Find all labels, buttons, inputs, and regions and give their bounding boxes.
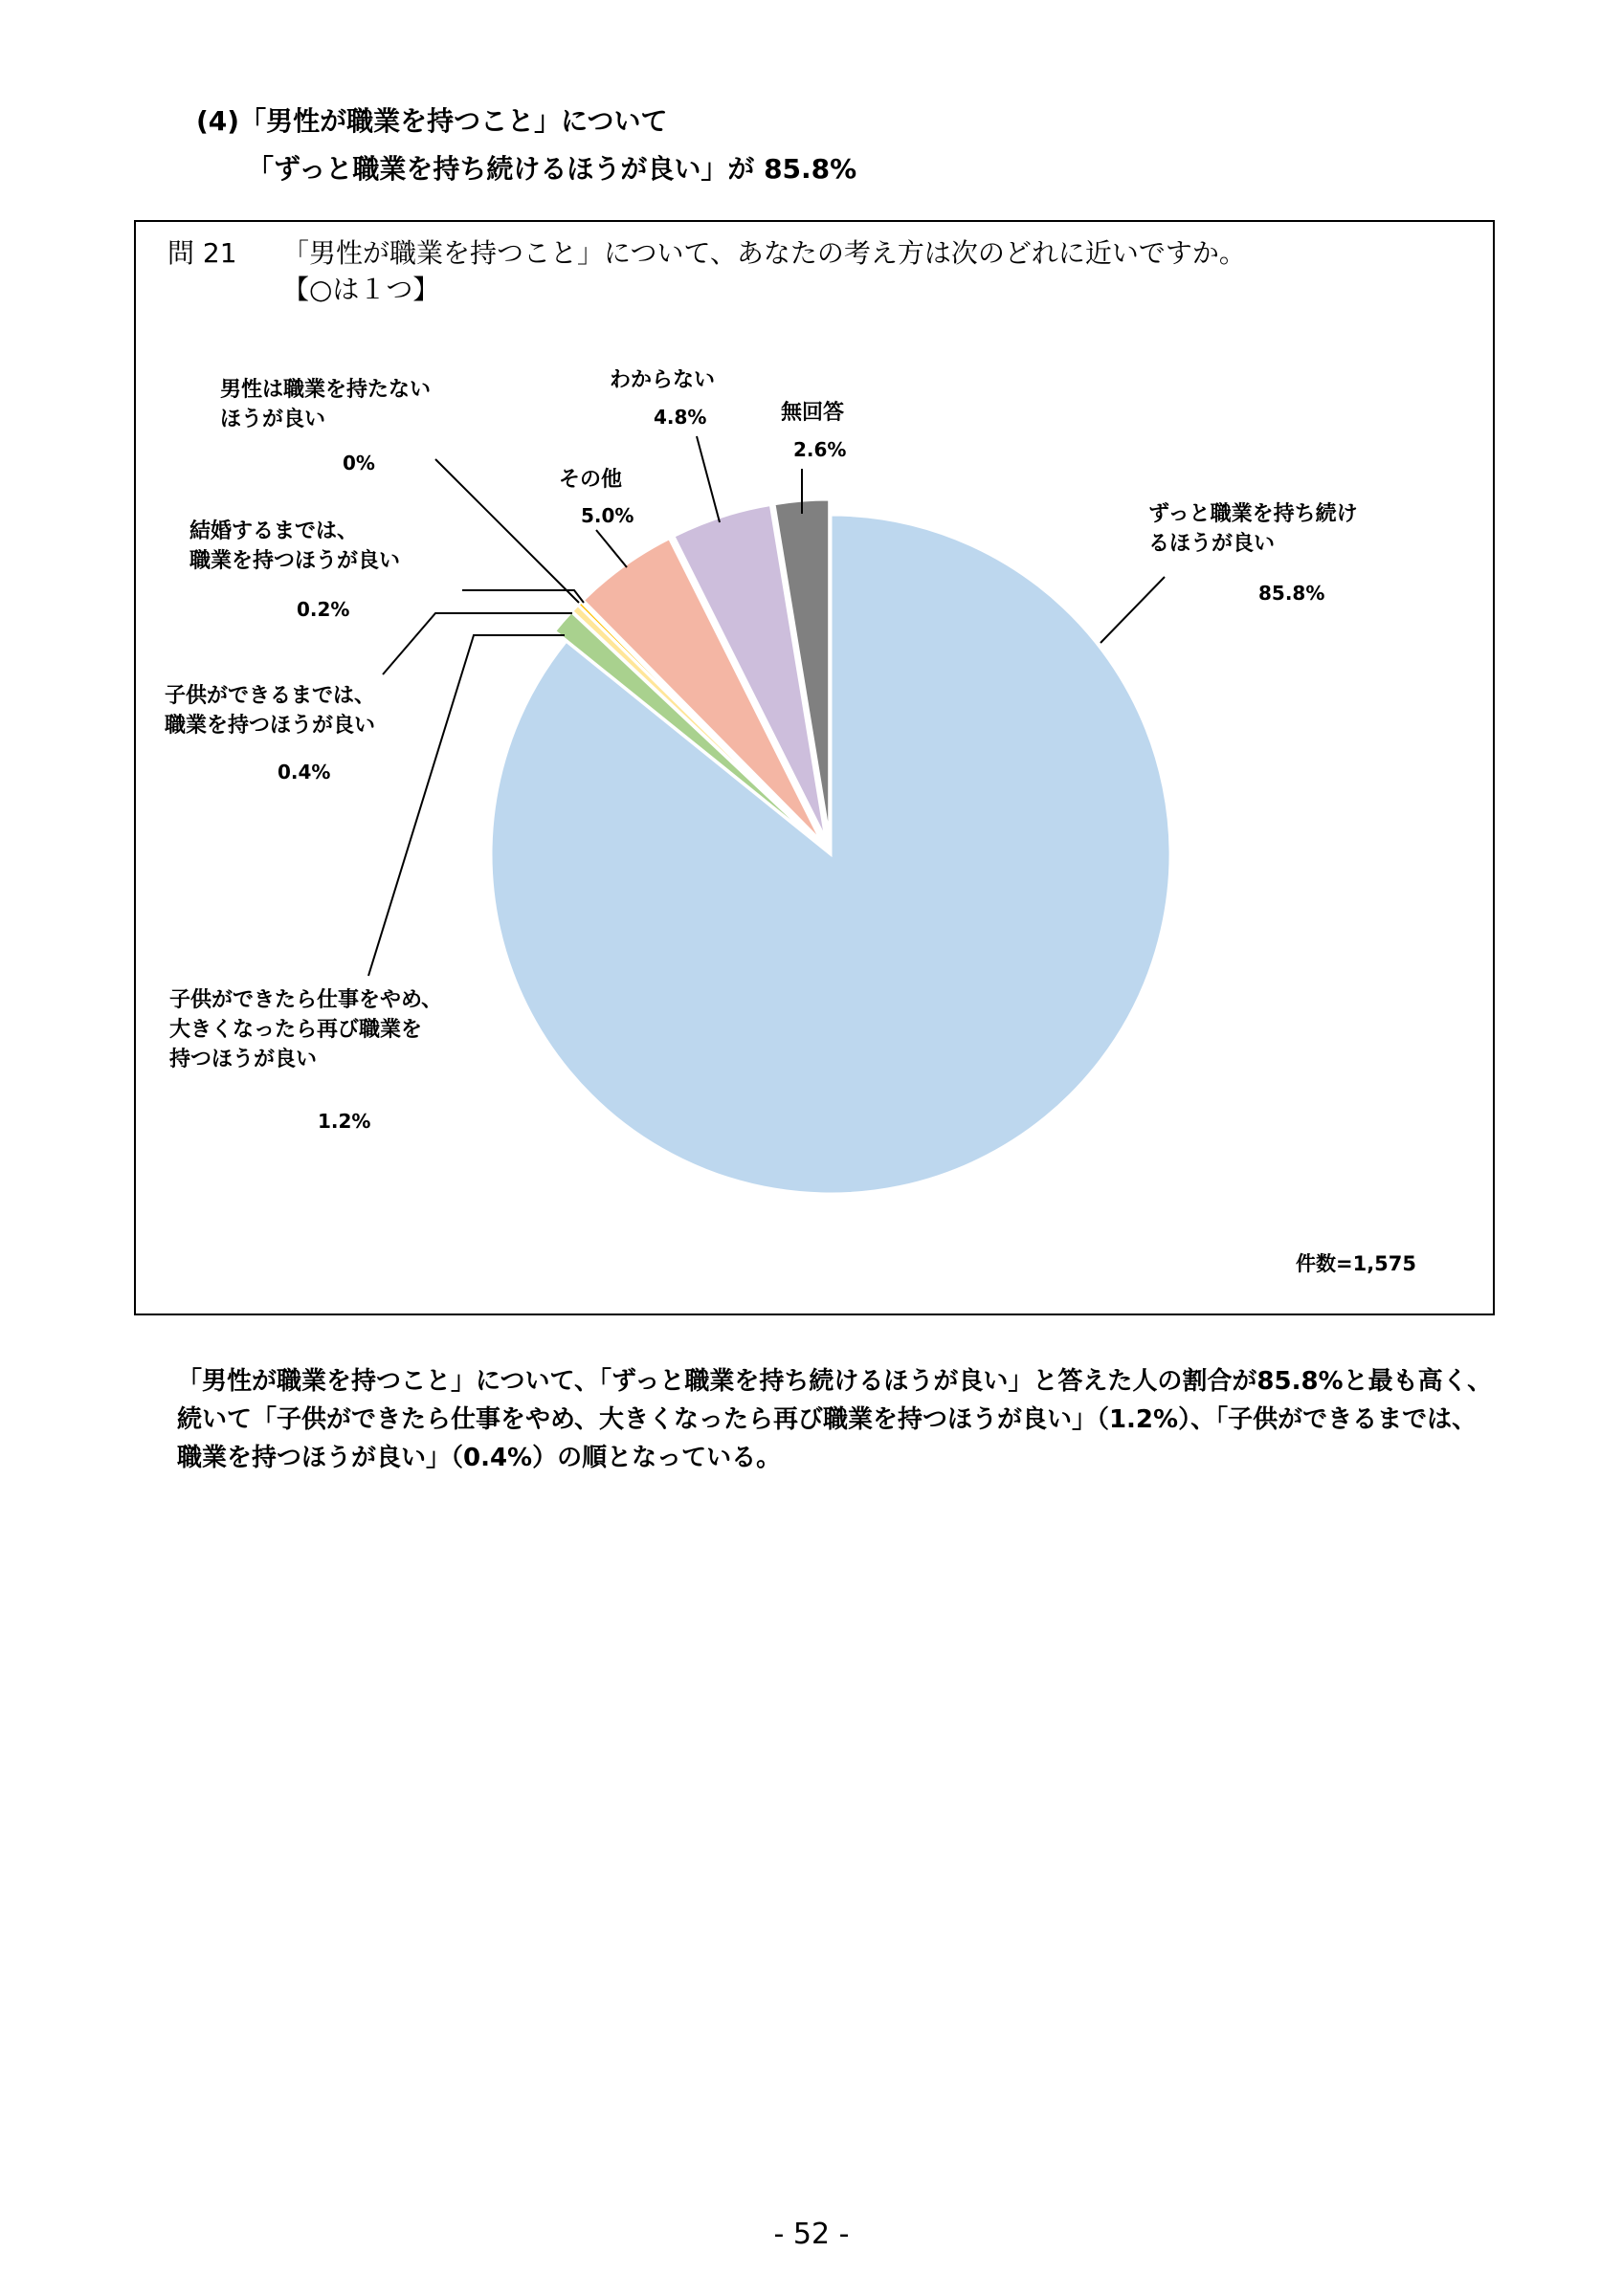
label-until-marriage: 結婚するまでは、 職業を持つほうが良い (189, 519, 401, 573)
value-until-marriage: 0.2% (297, 598, 350, 621)
value-quit-then-return: 1.2% (318, 1110, 371, 1133)
label-other: その他 (559, 468, 623, 492)
question-number: 問 21 (167, 237, 237, 269)
label-no-job: 男性は職業を持たない ほうが良い (220, 378, 432, 431)
label-dont-know: わからない (610, 368, 716, 392)
value-no-answer: 2.6% (793, 438, 847, 461)
label-keep-working: ずっと職業を持ち続け るほうが良い (1148, 502, 1358, 556)
page-number: - 52 - (773, 2218, 850, 2251)
value-other: 5.0% (581, 504, 634, 527)
leader-other (596, 530, 627, 567)
label-no-answer: 無回答 (781, 401, 845, 425)
question-text: 「男性が職業を持つこと」について、あなたの考え方は次のどれに近いですか。 (282, 237, 1246, 269)
leader-keep-working (1101, 577, 1165, 643)
summary-paragraph: 「男性が職業を持つこと」について、「ずっと職業を持ち続けるほうが良い」と答えた人の割合が85.8%と最も高く、続いて「子供ができたら仕事をやめ、大きくなったら再び職業を持つほうが良い」（1.2%）、「子供ができるまでは、職業を持つほうが良い」（0.4%）の順となっている。 (177, 1367, 1493, 1472)
leader-until-marriage (462, 590, 584, 603)
value-dont-know: 4.8% (654, 406, 707, 429)
value-until-child: 0.4% (278, 761, 331, 784)
leader-until-child (383, 613, 572, 674)
value-no-job: 0% (343, 452, 375, 475)
section-heading: (4)「男性が職業を持つこと」について (196, 105, 668, 137)
sample-count: 件数=1,575 (1296, 1252, 1417, 1275)
label-quit-then-return: 子供ができたら仕事をやめ、 大きくなったら再び職業を 持つほうが良い (169, 988, 443, 1071)
section-subheading: 「ずっと職業を持ち続けるほうが良い」が 85.8% (247, 153, 857, 185)
label-until-child: 子供ができるまでは、 職業を持つほうが良い (165, 684, 376, 738)
leader-dont-know (697, 436, 720, 522)
value-keep-working: 85.8% (1258, 582, 1325, 605)
leader-no-job (435, 459, 579, 603)
question-note: 【○は１つ】 (282, 274, 440, 305)
